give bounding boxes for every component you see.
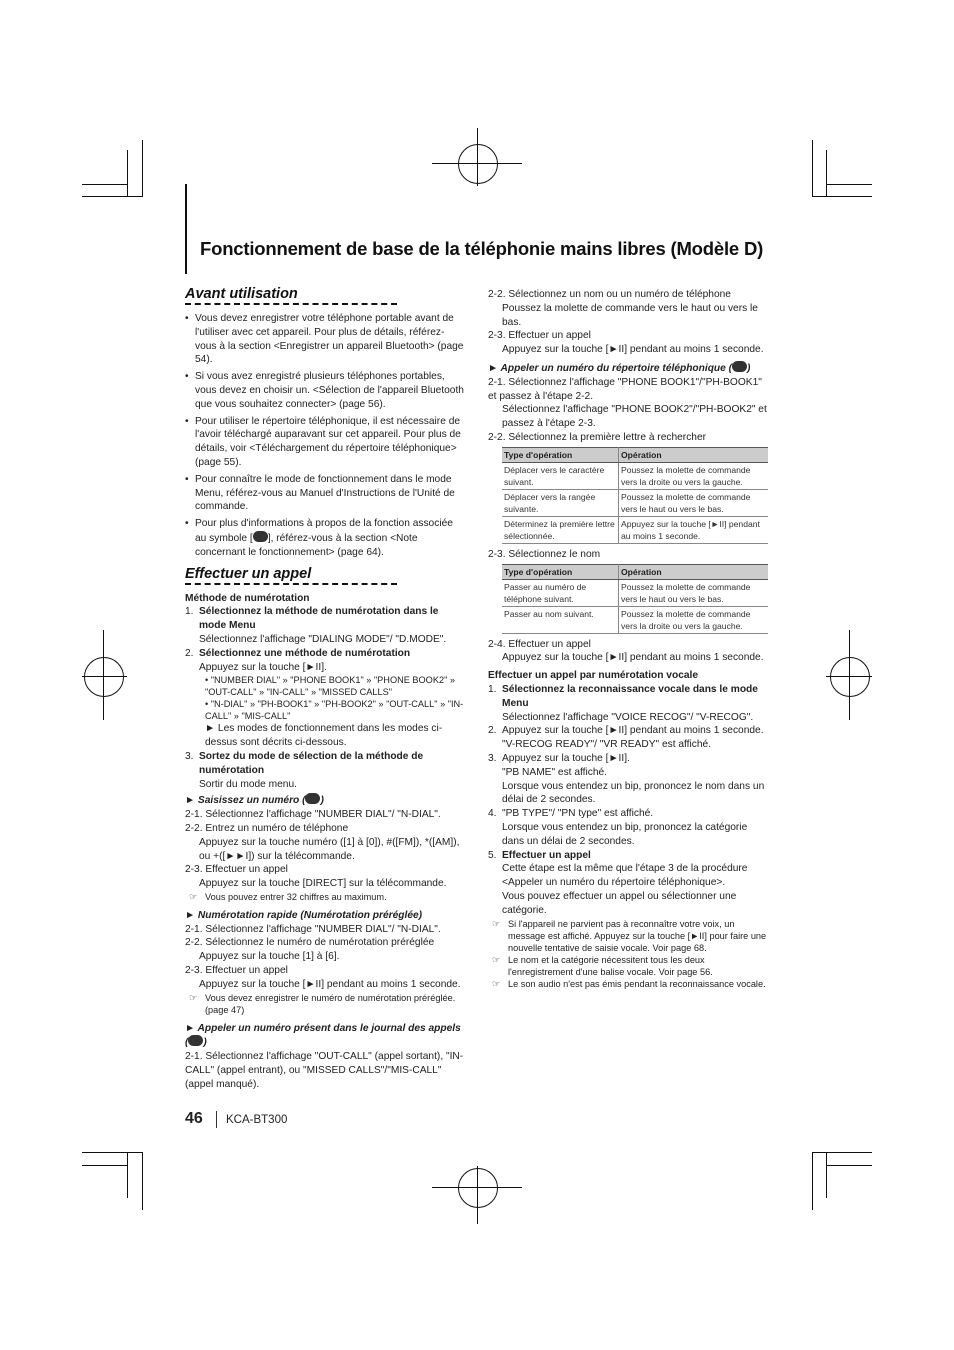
- subsection-heading: ► Numérotation rapide (Numérotation préréglée): [185, 909, 423, 921]
- step-detail: Appuyez sur la touche [►II].: [199, 661, 327, 673]
- crop-mark: [826, 1152, 827, 1198]
- step: 3. Appuyez sur la touche [►II].: [488, 752, 630, 764]
- step: 1. Sélectionnez la méthode de numérotation dans le mode Menu: [185, 606, 439, 632]
- table-header: Opération: [619, 564, 769, 579]
- mode-list: • "N-DIAL" » "PH-BOOK1" » "PH-BOOK2" » "OUT-CALL" » "IN-CALL" » "MIS-CALL": [205, 699, 464, 722]
- step: 2. Sélectionnez une méthode de numérotation: [185, 647, 411, 659]
- mode-note: ► Les modes de fonctionnement dans les modes ci-dessus sont décrits ci-dessous.: [205, 723, 443, 749]
- subsection-heading: ► Saisissez un numéro ( ): [185, 795, 324, 807]
- list-item: • Pour utiliser le répertoire téléphonique, il est nécessaire de l'avoir téléchargé auparavant sur cet appareil. Pour plus de détails, voir <Téléchargement du répertoire téléphonique> (page 55).: [185, 415, 465, 470]
- crop-mark: [812, 1152, 872, 1153]
- registration-mark: [849, 630, 850, 720]
- menu-symbol-icon: [305, 793, 320, 804]
- before-list: [185, 312, 465, 560]
- subheading: Effectuer un appel par numérotation vocale: [488, 670, 699, 682]
- note-icon: ☞: [189, 891, 198, 902]
- step-detail: Sélectionnez l'affichage "PHONE BOOK2"/"PH-BOOK2" et passez à l'étape 2-3.: [502, 404, 767, 430]
- model-name: KCA-BT300: [226, 1114, 288, 1126]
- registration-mark: [458, 1168, 498, 1208]
- note-icon: ☞: [492, 978, 501, 989]
- note-icon: ☞: [492, 954, 501, 965]
- step-detail: "PB NAME" est affiché.: [502, 766, 607, 778]
- crop-mark: [142, 140, 143, 197]
- substep: 2-3. Effectuer un appel: [185, 864, 288, 876]
- page-title: Fonctionnement de base de la téléphonie mains libres (Modèle D): [200, 238, 764, 259]
- substep: 2-2. Sélectionnez un nom ou un numéro de téléphone: [488, 289, 731, 300]
- step-detail: Appuyez sur la touche [1] à [6].: [199, 951, 340, 963]
- step: 2. Appuyez sur la touche [►II] pendant au moins 1 seconde.: [488, 725, 764, 737]
- step-detail: "V-RECOG READY"/ "VR READY" est affiché.: [502, 739, 712, 751]
- list-item: • Si vous avez enregistré plusieurs téléphones portables, vous devez en choisir un. <Sélection de l'appareil Bluetooth que vous souhaitez connecter> (page 56).: [185, 370, 465, 411]
- substep: 2-1. Sélectionnez l'affichage "OUT-CALL" (appel sortant), "IN-CALL" (appel entrant), ou "MISSED CALLS"/"MIS-CALL" (appel manqué).: [185, 1051, 464, 1090]
- step-detail: Poussez la molette de commande vers le haut ou vers le bas.: [502, 302, 758, 328]
- note: ☞ Vous pouvez entrer 32 chiffres au maximum.: [189, 891, 387, 902]
- crop-mark: [812, 1152, 813, 1210]
- subsection-heading: ► Appeler un numéro présent dans le journal des appels ( ): [185, 1022, 461, 1049]
- registration-mark: [826, 676, 872, 677]
- table-header: Type d'opération: [502, 447, 619, 462]
- registration-mark: [477, 1166, 478, 1224]
- title-bar: [185, 184, 187, 274]
- substep: 2-3. Effectuer un appel: [488, 330, 591, 342]
- crop-mark: [826, 1165, 872, 1166]
- list-item: • Pour plus d'informations à propos de la fonction associée au symbole [ ], référez-vous à la section <Note concernant le fonctionnement> (page 64).: [185, 517, 465, 559]
- step-detail: Sélectionnez l'affichage "VOICE RECOG"/ "V-RECOG".: [502, 711, 754, 723]
- table-header: Type d'opération: [502, 564, 619, 579]
- substep: 2-2. Sélectionnez le numéro de numérotation préréglée: [185, 937, 435, 949]
- registration-mark: [477, 128, 478, 186]
- mode-list: • "NUMBER DIAL" » "PHONE BOOK1" » "PHONE BOOK2" » "OUT-CALL" » "IN-CALL" » "MISSED CALLS": [205, 675, 455, 698]
- menu-symbol-icon: [188, 1035, 203, 1046]
- crop-mark: [127, 150, 128, 197]
- step-detail: Appuyez sur la touche numéro ([1] à [0]), #([FM]), *([AM]), ou +([►►I]) sur la télécommande.: [199, 836, 460, 862]
- table-row: Déplacer vers la rangée suivante. Poussez la molette de commande vers le haut ou vers le bas.: [502, 489, 768, 516]
- page-number: 46: [185, 1110, 203, 1127]
- step-detail: Appuyez sur la touche [►II] pendant au moins 1 seconde.: [502, 652, 764, 664]
- substep: 2-2. Sélectionnez la première lettre à rechercher: [488, 431, 707, 443]
- menu-symbol-icon: [732, 361, 747, 372]
- step-detail: Vous pouvez effectuer un appel ou sélectionner une catégorie.: [502, 890, 737, 916]
- table-row: Déterminez la première lettre sélectionnée. Appuyez sur la touche [►II] pendant au moins 1 seconde.: [502, 516, 768, 543]
- step-detail: Appuyez sur la touche [►II] pendant au moins 1 seconde.: [502, 344, 764, 356]
- note-icon: ☞: [492, 918, 501, 929]
- substep: 2-1. Sélectionnez l'affichage "NUMBER DIAL"/ "N-DIAL".: [185, 923, 441, 935]
- registration-mark: [84, 657, 124, 697]
- list-item: • Vous devez enregistrer votre téléphone portable avant de l'utiliser avec cet appareil. Pour plus de détails, référez-vous à la section <Enregistrer un appareil Bluetooth> (page 54).: [185, 312, 465, 367]
- subsection-heading: ► Appeler un numéro du répertoire téléphonique ( ): [488, 362, 751, 374]
- crop-mark: [82, 184, 128, 185]
- operation-table-letters: [502, 447, 768, 544]
- note-icon: ☞: [189, 992, 198, 1003]
- section-heading-avant: Avant utilisation: [185, 288, 465, 308]
- crop-mark: [812, 196, 872, 197]
- step-detail: Sélectionnez l'affichage "DIALING MODE"/ "D.MODE".: [199, 633, 447, 645]
- step: 1. Sélectionnez la reconnaissance vocale dans le mode Menu: [488, 683, 758, 709]
- note: ☞ Vous devez enregistrer le numéro de numérotation préréglée. (page 47): [189, 992, 456, 1015]
- step: 4. "PB TYPE"/ "PN type" est affiché.: [488, 808, 654, 820]
- table-row: Déplacer vers le caractère suivant. Poussez la molette de commande vers la droite ou vers la gauche.: [502, 462, 768, 489]
- crop-mark: [82, 1152, 143, 1153]
- substep: 2-4. Effectuer un appel: [488, 638, 591, 650]
- registration-mark: [82, 676, 127, 677]
- note: ☞ Le nom et la catégorie nécessitent tous les deux l'enregistrement d'une balise vocale. Voir page 56.: [492, 954, 713, 977]
- section-heading-appel: Effectuer un appel: [185, 568, 465, 588]
- registration-mark: [103, 630, 104, 720]
- table-row: Passer au nom suivant. Poussez la molette de commande vers la droite ou vers la gauche.: [502, 606, 768, 633]
- substep: 2-2. Entrez un numéro de téléphone: [185, 822, 349, 834]
- crop-mark: [127, 1152, 128, 1198]
- list-item: • Pour connaître le mode de fonctionnement dans le mode Menu, référez-vous au Manuel d'Instructions de l'Unité de commande.: [185, 473, 465, 514]
- subheading: Méthode de numérotation: [185, 592, 310, 604]
- substep: 2-3. Sélectionnez le nom: [488, 548, 601, 560]
- note: ☞ Le son audio n'est pas émis pendant la reconnaissance vocale.: [492, 978, 766, 989]
- crop-mark: [826, 150, 827, 197]
- registration-mark: [830, 657, 870, 697]
- left-column: [185, 288, 465, 1092]
- step-detail: Sortir du mode menu.: [199, 778, 297, 790]
- crop-mark: [812, 140, 813, 197]
- table-header: Opération: [619, 447, 769, 462]
- operation-table-names: [502, 564, 768, 634]
- step: 5. Effectuer un appel: [488, 849, 591, 861]
- note: ☞ Si l'appareil ne parvient pas à reconnaître votre voix, un message est affiché. Appuyez sur la touche [►II] pour faire une nouvelle tentative de saisie vocale. Voir page 68.: [492, 918, 767, 953]
- step-detail: Appuyez sur la touche [►II] pendant au moins 1 seconde.: [199, 978, 461, 990]
- table-row: Passer au numéro de téléphone suivant. Poussez la molette de commande vers le haut ou vers le bas.: [502, 579, 768, 606]
- crop-mark: [826, 184, 872, 185]
- substep: 2-3. Effectuer un appel: [185, 965, 288, 977]
- right-column: [488, 288, 770, 990]
- step: 3. Sortez du mode de sélection de la méthode de numérotation: [185, 750, 424, 776]
- step-detail: Cette étape est la même que l'étape 3 de la procédure <Appeler un numéro du répertoire téléphonique>.: [502, 863, 748, 889]
- menu-symbol-icon: [253, 531, 268, 542]
- substep: 2-1. Sélectionnez l'affichage "PHONE BOOK1"/"PH-BOOK1" et passez à l'étape 2-2.: [488, 376, 762, 402]
- step-detail: Appuyez sur la touche [DIRECT] sur la télécommande.: [199, 878, 447, 890]
- crop-mark: [142, 1152, 143, 1210]
- step-detail: Lorsque vous entendez un bip, prononcez le nom dans un délai de 2 secondes.: [502, 780, 765, 806]
- step-detail: Lorsque vous entendez un bip, prononcez la catégorie dans un délai de 2 secondes.: [502, 821, 748, 847]
- crop-mark: [82, 1165, 128, 1166]
- registration-mark: [458, 144, 498, 184]
- crop-mark: [82, 196, 143, 197]
- footer-divider: [216, 1111, 217, 1128]
- substep: 2-1. Sélectionnez l'affichage "NUMBER DIAL"/ "N-DIAL".: [185, 809, 441, 821]
